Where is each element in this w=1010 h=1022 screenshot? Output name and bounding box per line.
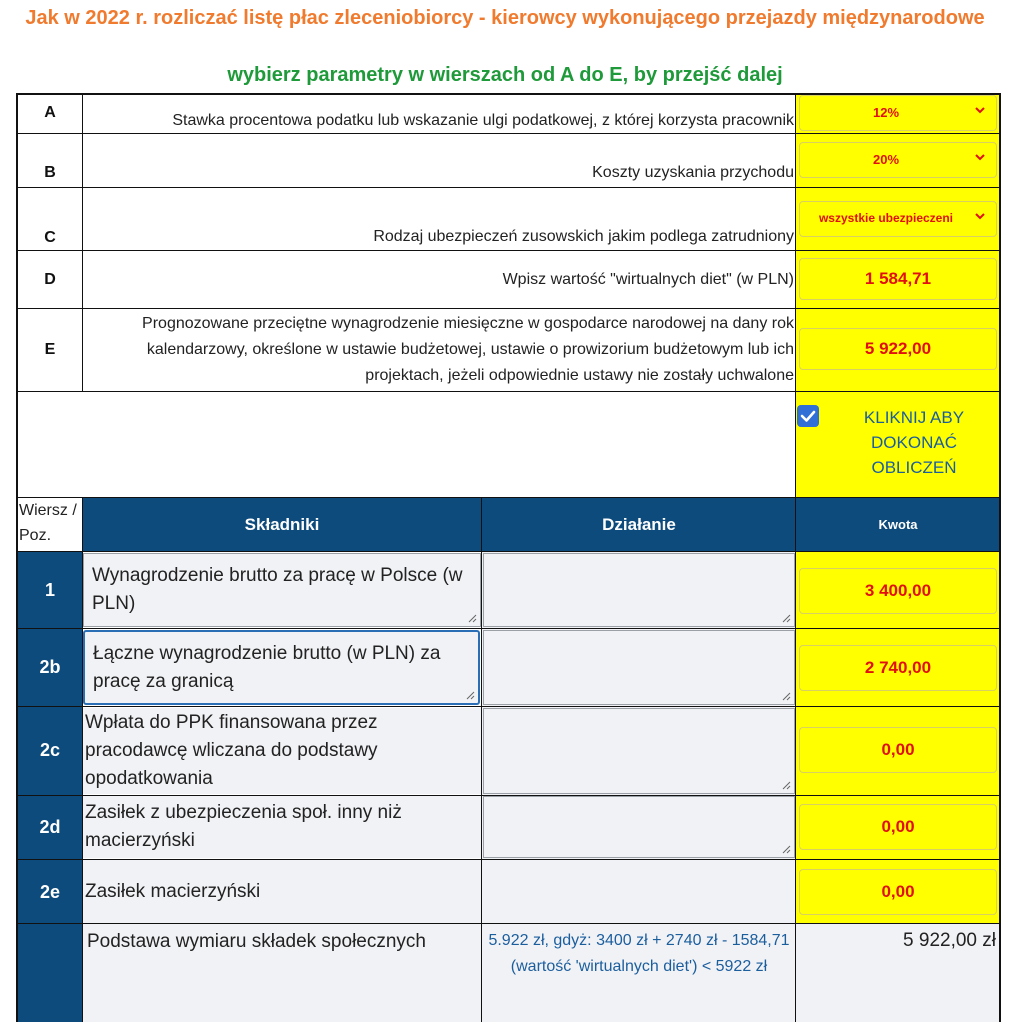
row-number-2c: 2c xyxy=(39,740,61,760)
divider xyxy=(18,551,1000,552)
row-number-1: 1 xyxy=(44,580,55,600)
divider xyxy=(18,628,1000,629)
chevron-down-icon xyxy=(974,151,986,163)
resize-grip-icon[interactable] xyxy=(465,690,475,700)
virtual-diets-input[interactable]: 1 584,71 xyxy=(799,258,997,300)
row-letter-c: C xyxy=(44,229,56,246)
calculate-checkbox[interactable] xyxy=(797,405,819,427)
divider xyxy=(18,795,1000,796)
row-action-2c[interactable] xyxy=(483,708,795,794)
divider xyxy=(18,187,1000,188)
resize-grip-icon[interactable] xyxy=(781,613,791,623)
row-label-2e: Zasiłek macierzyński xyxy=(85,881,261,902)
divider xyxy=(18,923,1000,924)
param-label-a: Stawka procentowa podatku lub wskazanie ulgi podatkowej, z której korzysta pracownik xyxy=(172,112,794,129)
divider xyxy=(18,859,1000,860)
row-letter-d: D xyxy=(44,271,56,288)
resize-grip-icon[interactable] xyxy=(781,780,791,790)
row-label-2c: Wpłata do PPK finansowana przez pracodawcę wliczana do podstawy opodatkowania xyxy=(85,712,378,789)
divider xyxy=(18,706,1000,707)
divider xyxy=(18,391,1000,392)
row-action-2b[interactable] xyxy=(483,630,795,705)
insurance-select[interactable] xyxy=(799,201,997,237)
row-label-text: Wynagrodzenie brutto za pracę w Polsce (w PLN) xyxy=(92,565,463,614)
amount-input-2d[interactable]: 0,00 xyxy=(799,804,997,850)
divider xyxy=(795,95,796,1022)
row-number-2b: 2b xyxy=(39,657,61,677)
chevron-down-icon xyxy=(974,210,986,222)
insurance-value: wszystkie ubezpieczeni xyxy=(818,211,954,225)
summary-action: 5.922 zł, gdyż: 3400 zł + 2740 zł - 1584,71 (wartość 'wirtualnych diet') < 5922 zł xyxy=(488,932,790,975)
summary-label: Podstawa wymiaru składek społecznych xyxy=(87,931,426,952)
row-number-2d: 2d xyxy=(39,817,61,837)
param-label-e: Prognozowane przeciętne wynagrodzenie miesięczne w gospodarce narodowej na dany rok kalendarzowy, określone w ustawie budżetowej, ustawie o prowizorium budżetowym lub ich projektach, jeżeli odpowiednie ustawy nie zostały uchwalone xyxy=(142,315,794,384)
amount-input-2e[interactable]: 0,00 xyxy=(799,869,997,915)
row-label-2d: Zasiłek z ubezpieczenia społ. inny niż macierzyński xyxy=(85,802,402,851)
costs-value: 20% xyxy=(872,152,900,167)
summary-amount: 5 922,00 zł xyxy=(903,930,996,951)
amount-input-2c[interactable]: 0,00 xyxy=(799,727,997,773)
costs-select[interactable] xyxy=(799,142,997,178)
param-label-b: Koszty uzyskania przychodu xyxy=(592,164,794,181)
row-number-column xyxy=(18,551,82,1022)
divider xyxy=(82,95,83,391)
row-label-1[interactable] xyxy=(83,553,481,627)
amount-input-2b[interactable]: 2 740,00 xyxy=(799,645,997,691)
chevron-down-icon xyxy=(974,104,986,116)
tax-rate-select[interactable] xyxy=(799,95,997,131)
tax-rate-value: 12% xyxy=(872,105,900,120)
divider xyxy=(481,497,482,1022)
divider xyxy=(18,308,1000,309)
row-action-2d[interactable] xyxy=(483,796,795,858)
calculate-button-label[interactable]: KLIKNIJ ABY DOKONAĆ OBLICZEŃ xyxy=(863,408,965,477)
avg-salary-input[interactable]: 5 922,00 xyxy=(799,328,997,370)
header-amount: Kwota xyxy=(796,498,1000,551)
checkmark-icon xyxy=(797,405,819,427)
header-items: Składniki xyxy=(82,498,482,551)
row-letter-a: A xyxy=(44,104,56,121)
row-label-text: Łączne wynagrodzenie brutto (w PLN) za pracę za granicą xyxy=(93,643,441,692)
row-letter-e: E xyxy=(44,341,56,358)
resize-grip-icon[interactable] xyxy=(781,844,791,854)
param-label-c: Rodzaj ubezpieczeń zusowskich jakim podlega zatrudniony xyxy=(373,228,794,245)
row-action-1[interactable] xyxy=(483,553,795,627)
row-letter-b: B xyxy=(44,164,56,181)
divider xyxy=(18,497,1000,498)
row-number-2e: 2e xyxy=(39,882,61,902)
amount-input-1[interactable]: 3 400,00 xyxy=(799,568,997,614)
row-label-2b[interactable] xyxy=(83,630,480,705)
divider xyxy=(18,250,1000,251)
divider xyxy=(18,133,1000,134)
header-action: Działanie xyxy=(482,498,796,551)
page-subtitle: wybierz parametry w wierszach od A do E, by przejść dalej xyxy=(227,64,783,86)
resize-grip-icon[interactable] xyxy=(467,613,477,623)
divider xyxy=(82,497,83,1022)
param-label-d: Wpisz wartość "wirtualnych diet" (w PLN) xyxy=(502,271,794,288)
header-row-number: Wiersz / Poz. xyxy=(18,498,82,551)
resize-grip-icon[interactable] xyxy=(781,691,791,701)
page-title: Jak w 2022 r. rozliczać listę płac zleceniobiorcy - kierowcy wykonującego przejazdy międzynarodowe xyxy=(25,7,985,29)
